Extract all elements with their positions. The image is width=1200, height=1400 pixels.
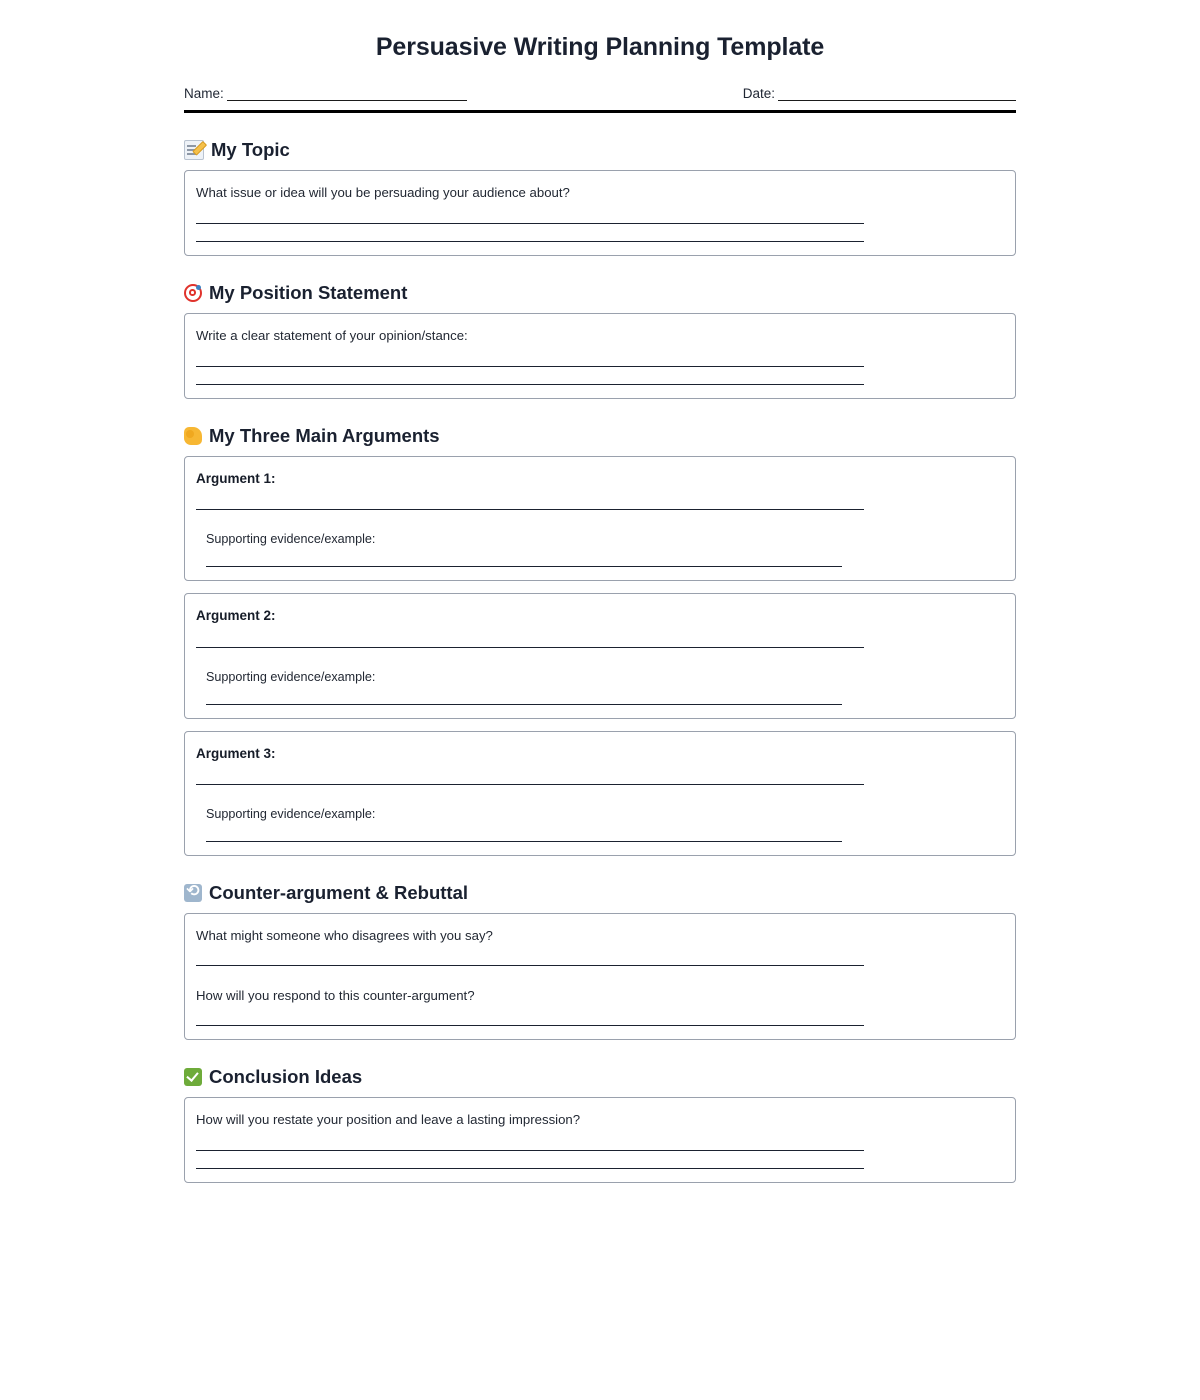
section-title: Counter-argument & Rebuttal (209, 881, 468, 903)
argument-box[interactable] (184, 456, 1016, 581)
section-heading-counter-argument-rebuttal (184, 882, 1016, 904)
argument-write-line[interactable] (196, 647, 864, 648)
section-heading-my-topic (184, 139, 1016, 161)
counter-argument-box[interactable] (184, 913, 1016, 1040)
evidence-label: Supporting evidence/example: (206, 806, 376, 821)
target-icon (184, 284, 202, 302)
arrows-counterclockwise-icon (184, 884, 202, 902)
topic-write-line-2[interactable] (196, 241, 864, 242)
section-title: My Three Main Arguments (209, 425, 440, 446)
name-input-line[interactable] (227, 89, 467, 101)
section-title: Conclusion Ideas (209, 1065, 363, 1087)
evidence-write-line[interactable] (206, 704, 842, 705)
biceps-icon (184, 427, 202, 445)
counter-argument-write-line[interactable] (196, 965, 864, 966)
conclusion-write-line-1[interactable] (196, 1150, 864, 1151)
argument-box[interactable] (184, 593, 1016, 718)
section-my-position-statement (184, 282, 1016, 399)
counter-argument-prompt: What might someone who disagrees with you say? (196, 928, 493, 944)
section-title: My Topic (211, 139, 290, 160)
section-my-topic (184, 139, 1016, 256)
check-mark-icon (184, 1068, 202, 1086)
page-title: Persuasive Writing Planning Template (375, 33, 825, 61)
date-input-line[interactable] (778, 89, 1016, 101)
position-write-line-2[interactable] (196, 384, 864, 385)
section-heading-my-three-main-arguments (184, 425, 1016, 447)
name-label: Name: (184, 86, 224, 101)
position-statement-box[interactable] (184, 313, 1016, 399)
memo-icon (184, 140, 204, 160)
date-label: Date: (742, 86, 775, 101)
topic-write-line-1[interactable] (196, 223, 864, 224)
argument-label: Argument 1: (196, 471, 276, 487)
evidence-label: Supporting evidence/example: (206, 532, 376, 547)
topic-box[interactable] (184, 170, 1016, 256)
section-counter-argument-rebuttal (184, 882, 1016, 1040)
header-divider (184, 110, 1016, 113)
section-heading-conclusion-ideas (184, 1066, 1016, 1088)
evidence-write-line[interactable] (206, 841, 842, 842)
rebuttal-prompt: How will you respond to this counter-argument? (196, 987, 475, 1003)
argument-label: Argument 3: (196, 745, 276, 761)
evidence-label: Supporting evidence/example: (206, 669, 376, 684)
section-my-three-main-arguments (184, 425, 1016, 856)
topic-prompt: What issue or idea will you be persuading your audience about? (196, 185, 570, 201)
argument-write-line[interactable] (196, 784, 864, 785)
date-field[interactable] (743, 86, 1016, 101)
section-title: My Position Statement (209, 282, 408, 303)
argument-label: Argument 2: (196, 608, 276, 624)
position-statement-prompt: Write a clear statement of your opinion/stance: (196, 328, 468, 344)
conclusion-prompt: How will you restate your position and leave a lasting impression? (196, 1111, 581, 1127)
name-field[interactable] (184, 86, 467, 101)
conclusion-write-line-2[interactable] (196, 1168, 864, 1169)
evidence-write-line[interactable] (206, 566, 842, 567)
argument-write-line[interactable] (196, 509, 864, 510)
name-date-row (184, 86, 1016, 101)
section-heading-my-position-statement (184, 282, 1016, 304)
rebuttal-write-line[interactable] (196, 1025, 864, 1026)
section-conclusion-ideas (184, 1066, 1016, 1183)
conclusion-box[interactable] (184, 1097, 1016, 1183)
argument-box[interactable] (184, 731, 1016, 856)
position-write-line-1[interactable] (196, 366, 864, 367)
